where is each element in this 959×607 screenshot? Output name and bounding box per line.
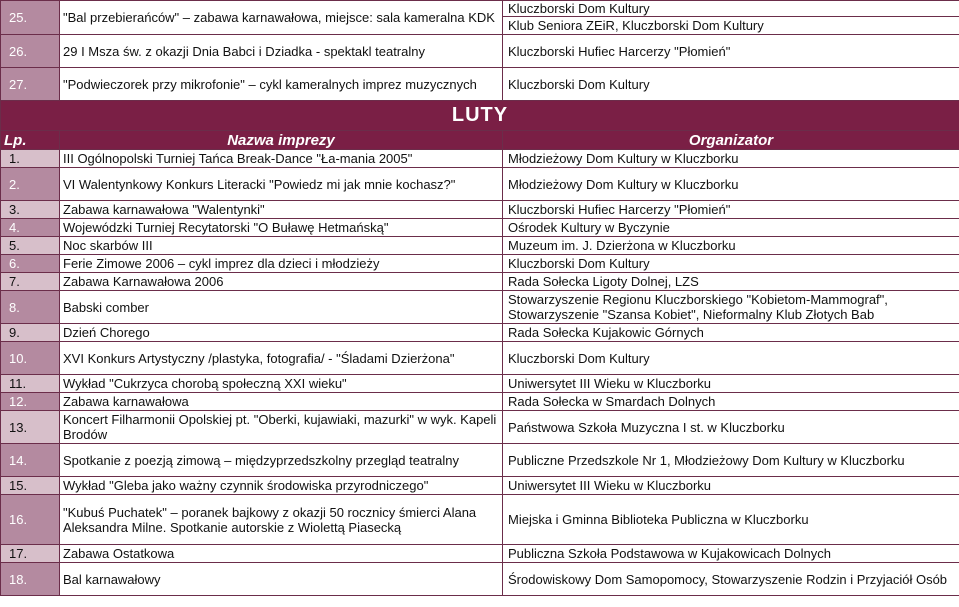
table-row: [1, 168, 959, 201]
organizer-cell: Rada Sołecka w Smardach Dolnych: [503, 393, 959, 411]
organizer-cell: Kluczborski Dom Kultury: [503, 342, 959, 375]
event-name: "Podwieczorek przy mikrofonie" – cykl kameralnych imprez muzycznych: [60, 68, 503, 101]
organizer-cell: Ośrodek Kultury w Byczynie: [503, 219, 959, 237]
row-number: 14.: [1, 444, 60, 477]
row-number: 3.: [1, 201, 60, 219]
row-number: 9.: [1, 324, 60, 342]
event-name: Babski comber: [60, 291, 503, 324]
table-row: [1, 1, 959, 17]
event-name: Zabawa Ostatkowa: [60, 545, 503, 563]
table-row: [1, 324, 959, 342]
row-number: 6.: [1, 255, 60, 273]
event-name: Zabawa karnawałowa "Walentynki": [60, 201, 503, 219]
table-row: [1, 342, 959, 375]
header-num: Lp.: [1, 131, 60, 150]
event-name: "Bal przebierańców" – zabawa karnawałowa, miejsce: sala kameralna KDK: [60, 1, 503, 35]
table-row: [1, 563, 959, 596]
row-number: 26.: [1, 35, 60, 68]
event-name: 29 I Msza św. z okazji Dnia Babci i Dziadka - spektakl teatralny: [60, 35, 503, 68]
organizer-cell: Młodzieżowy Dom Kultury w Kluczborku: [503, 168, 959, 201]
table-row: [1, 375, 959, 393]
organizer-cell: Rada Sołecka Ligoty Dolnej, LZS: [503, 273, 959, 291]
table-row: [1, 477, 959, 495]
row-number: 1.: [1, 150, 60, 168]
event-name: Spotkanie z poezją zimową – międzyprzedszkolny przegląd teatralny: [60, 444, 503, 477]
organizer-cell: Publiczne Przedszkole Nr 1, Młodzieżowy Dom Kultury w Kluczborku: [503, 444, 959, 477]
organizer-cell: Muzeum im. J. Dzierżona w Kluczborku: [503, 237, 959, 255]
row-number: 15.: [1, 477, 60, 495]
organizer-cell: Państwowa Szkoła Muzyczna I st. w Kluczborku: [503, 411, 959, 444]
event-name: Wykład "Cukrzyca chorobą społeczną XXI wieku": [60, 375, 503, 393]
month-title: LUTY: [1, 101, 959, 131]
table-row: [1, 35, 959, 68]
table-row: [1, 150, 959, 168]
event-name: Noc skarbów III: [60, 237, 503, 255]
organizer-cell: Kluczborski Dom Kultury: [503, 255, 959, 273]
row-number: 2.: [1, 168, 60, 201]
event-name: Zabawa Karnawałowa 2006: [60, 273, 503, 291]
header-name: Nazwa imprezy: [60, 131, 503, 150]
table-row: [1, 444, 959, 477]
organizer-cell: Publiczna Szkoła Podstawowa w Kujakowicach Dolnych: [503, 545, 959, 563]
table-row: [1, 393, 959, 411]
organizer-cell: Stowarzyszenie Regionu Kluczborskiego "Kobietom-Mammograf", Stowarzyszenie "Szansa Kobiet", Nieformalny Klub Złotych Bab: [503, 291, 959, 324]
event-name: VI Walentynkowy Konkurs Literacki "Powiedz mi jak mnie kochasz?": [60, 168, 503, 201]
table-row: [1, 219, 959, 237]
organizer-cell: Środowiskowy Dom Samopomocy, Stowarzyszenie Rodzin i Przyjaciół Osób: [503, 563, 959, 596]
row-number: 10.: [1, 342, 60, 375]
table-row: [1, 411, 959, 444]
table-row: [1, 237, 959, 255]
row-number: 8.: [1, 291, 60, 324]
event-name: Dzień Chorego: [60, 324, 503, 342]
table-row: [1, 291, 959, 324]
row-number: 16.: [1, 495, 60, 545]
organizer-cell: Kluczborski Dom Kultury: [503, 68, 959, 101]
table-row: [1, 68, 959, 101]
organizer-cell: Kluczborski Hufiec Harcerzy "Płomień": [503, 201, 959, 219]
table-row: [1, 255, 959, 273]
organizer-cell: Kluczborski Dom Kultury: [503, 1, 959, 17]
event-name: Wojewódzki Turniej Recytatorski "O Buławę Hetmańską": [60, 219, 503, 237]
organizer-cell: Uniwersytet III Wieku w Kluczborku: [503, 477, 959, 495]
table-row: [1, 201, 959, 219]
table-row: [1, 545, 959, 563]
row-number: 7.: [1, 273, 60, 291]
table-row: [1, 495, 959, 545]
row-number: 13.: [1, 411, 60, 444]
row-number: 5.: [1, 237, 60, 255]
event-name: Zabawa karnawałowa: [60, 393, 503, 411]
event-name: "Kubuś Puchatek" – poranek bajkowy z okazji 50 rocznicy śmierci Alana Aleksandra Milne. Spotkanie autorskie z Wiolettą Piasecką: [60, 495, 503, 545]
event-name: Ferie Zimowe 2006 – cykl imprez dla dzieci i młodzieży: [60, 255, 503, 273]
header-org: Organizator: [503, 131, 959, 150]
organizer-cell: Rada Sołecka Kujakowic Górnych: [503, 324, 959, 342]
event-name: III Ogólnopolski Turniej Tańca Break-Dance "Ła-mania 2005": [60, 150, 503, 168]
row-number: 27.: [1, 68, 60, 101]
organizer-cell: Kluczborski Hufiec Harcerzy "Płomień": [503, 35, 959, 68]
row-number: 18.: [1, 563, 60, 596]
organizer-cell: Miejska i Gminna Biblioteka Publiczna w Kluczborku: [503, 495, 959, 545]
row-number: 17.: [1, 545, 60, 563]
row-number: 25.: [1, 1, 60, 35]
event-name: Koncert Filharmonii Opolskiej pt. "Oberki, kujawiaki, mazurki" w wyk. Kapeli Brodów: [60, 411, 503, 444]
organizer-cell: Klub Seniora ZEiR, Kluczborski Dom Kultury: [503, 17, 959, 35]
event-name: XVI Konkurs Artystyczny /plastyka, fotografia/ - "Śladami Dzierżona": [60, 342, 503, 375]
row-number: 12.: [1, 393, 60, 411]
event-name: Bal karnawałowy: [60, 563, 503, 596]
organizer-cell: Uniwersytet III Wieku w Kluczborku: [503, 375, 959, 393]
event-name: Wykład "Gleba jako ważny czynnik środowiska przyrodniczego": [60, 477, 503, 495]
table-row: [1, 273, 959, 291]
organizer-cell: Młodzieżowy Dom Kultury w Kluczborku: [503, 150, 959, 168]
row-number: 11.: [1, 375, 60, 393]
row-number: 4.: [1, 219, 60, 237]
